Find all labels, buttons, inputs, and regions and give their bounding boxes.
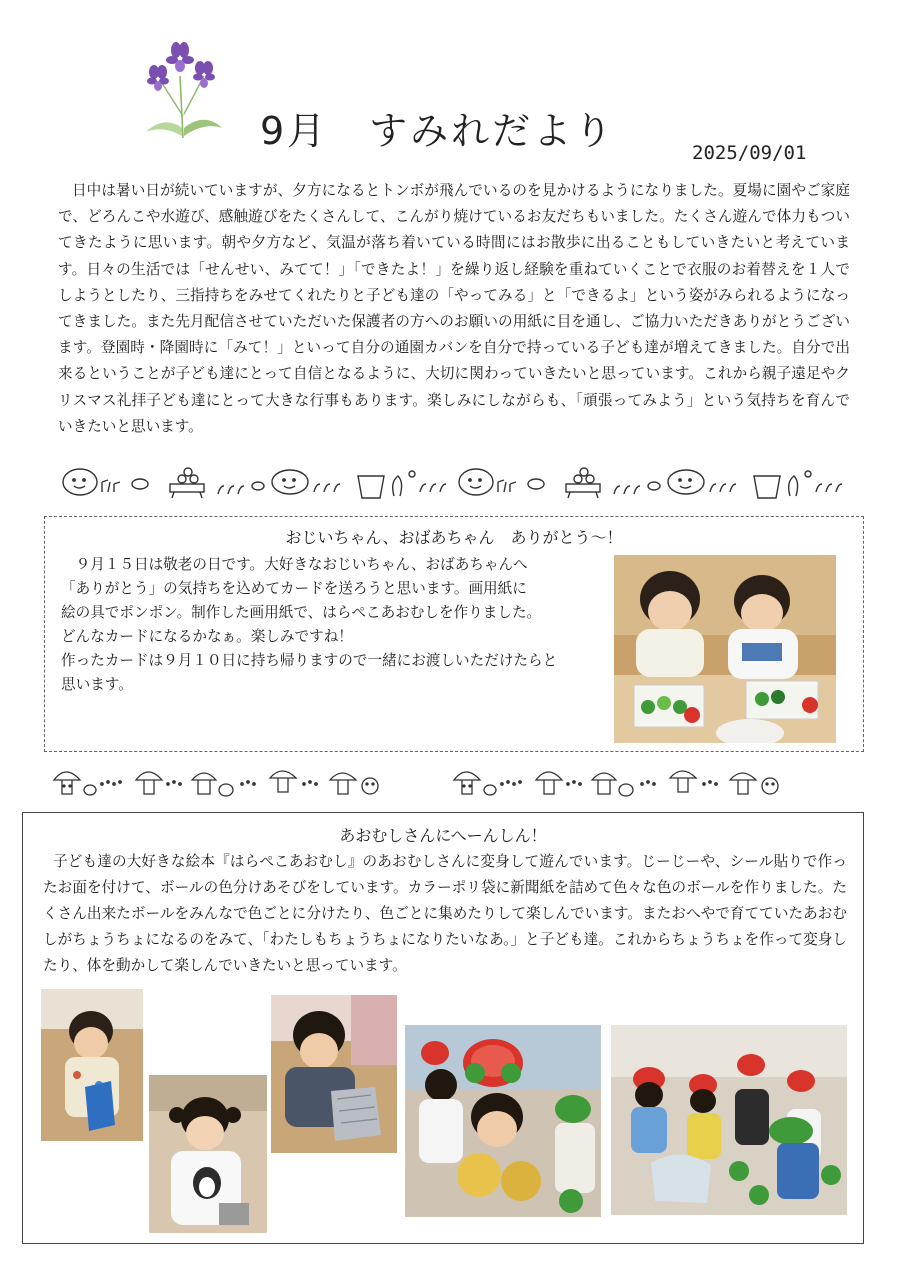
- photo-child-penguin-shirt: [149, 1075, 267, 1233]
- violet-flower-icon: [138, 36, 228, 144]
- keirou-line: どんなカードになるかなぁ。楽しみですね！: [61, 628, 353, 645]
- caterpillar-section-title: あおむしさんにへーんしん！: [339, 826, 547, 845]
- keirou-line: 絵の具でポンポン。制作した画用紙で、はらぺこあおむしを作りました。: [61, 604, 542, 621]
- issue-date: 2025/09/01: [692, 142, 807, 164]
- keirou-section-title: おじいちゃん、おばあちゃん ありがとう～！: [285, 528, 623, 547]
- photo-child-newspaper: [271, 995, 397, 1153]
- photo-caterpillar-masks-balls: [405, 1025, 601, 1217]
- keirou-line: ９月１５日は敬老の日です。大好きなおじいちゃん、おばあちゃんへ: [61, 556, 528, 573]
- decorative-border-top: [58, 462, 848, 502]
- caterpillar-section-body: 子ども達の大好きな絵本『はらぺこあおむし』のあおむしさんに変身して遊んでいます。じーじーや、シール貼りで作ったお面を付けて、ボールの色分けあそびをしています。カラーポリ袋に新聞紙を詰めて色々な色のボールを作りました。たくさん出来たボールをみんなで色ごとに分けたり、色ごとに集めたりして楽しんでいます。またおへやで育てていたあおむしがちょうちょになるのをみて、「わたしもちょうちょになりたいなあ。」と子ども達。これからちょうちょを作って変身したり、体を動かして楽しんでいきたいと思っています。: [43, 853, 847, 974]
- keirou-line: 作ったカードは９月１０日に持ち帰りますので一緒にお渡しいただけたらと: [61, 652, 558, 669]
- keirou-line: 思います。: [61, 676, 133, 693]
- page-title: 9月 すみれだより: [260, 109, 616, 153]
- keirou-section-body: [61, 553, 617, 697]
- intro-paragraph: 日中は暑い日が続いていますが、夕方になるとトンボが飛んでいるのを見かけるようになりました。夏場に園やご家庭で、どろんこや水遊び、感触遊びをたくさんして、こんがり焼けているお友だちもいました。たくさん遊んで体力もついてきたように思います。朝や夕方など、気温が落ち着いている時間にはお散歩に出ることもしていきたいと考えています。日々の生活では「せんせい、みてて！」「できたよ！」を繰り返し経験を重ねていくことで衣服のお着替えを１人でしようとしたり、三指持ちをみせてくれたりと子ども達の「やってみる」と「できるよ」という姿がみられるようになってきました。また先月配信させていただいた保護者の方へのお願いの用紙に目を通し、ご協力いただきありがとうございます。登園時・降園時に「みて！」といって自分の通園カバンを自分で持っている子ども達が増えてきました。自分で出来るということが子ども達にとって自信となるように、大切に関わっていきたいと思っています。これから親子遠足やクリスマス礼拝子ども達にとって大きな行事もあります。楽しみにしながらも、「頑張ってみよう」という気持ちを育んでいきたいと思います。: [58, 182, 850, 435]
- children-painting-photo: [614, 555, 836, 743]
- photo-child-bag: [41, 989, 143, 1141]
- keirou-day-section: [44, 516, 864, 752]
- photo-children-dancing: [611, 1025, 847, 1215]
- caterpillar-section: [22, 812, 864, 1244]
- decorative-border-middle: [50, 762, 840, 802]
- keirou-line: 「ありがとう」の気持ちを込めてカードを送ろうと思います。画用紙に: [61, 580, 527, 597]
